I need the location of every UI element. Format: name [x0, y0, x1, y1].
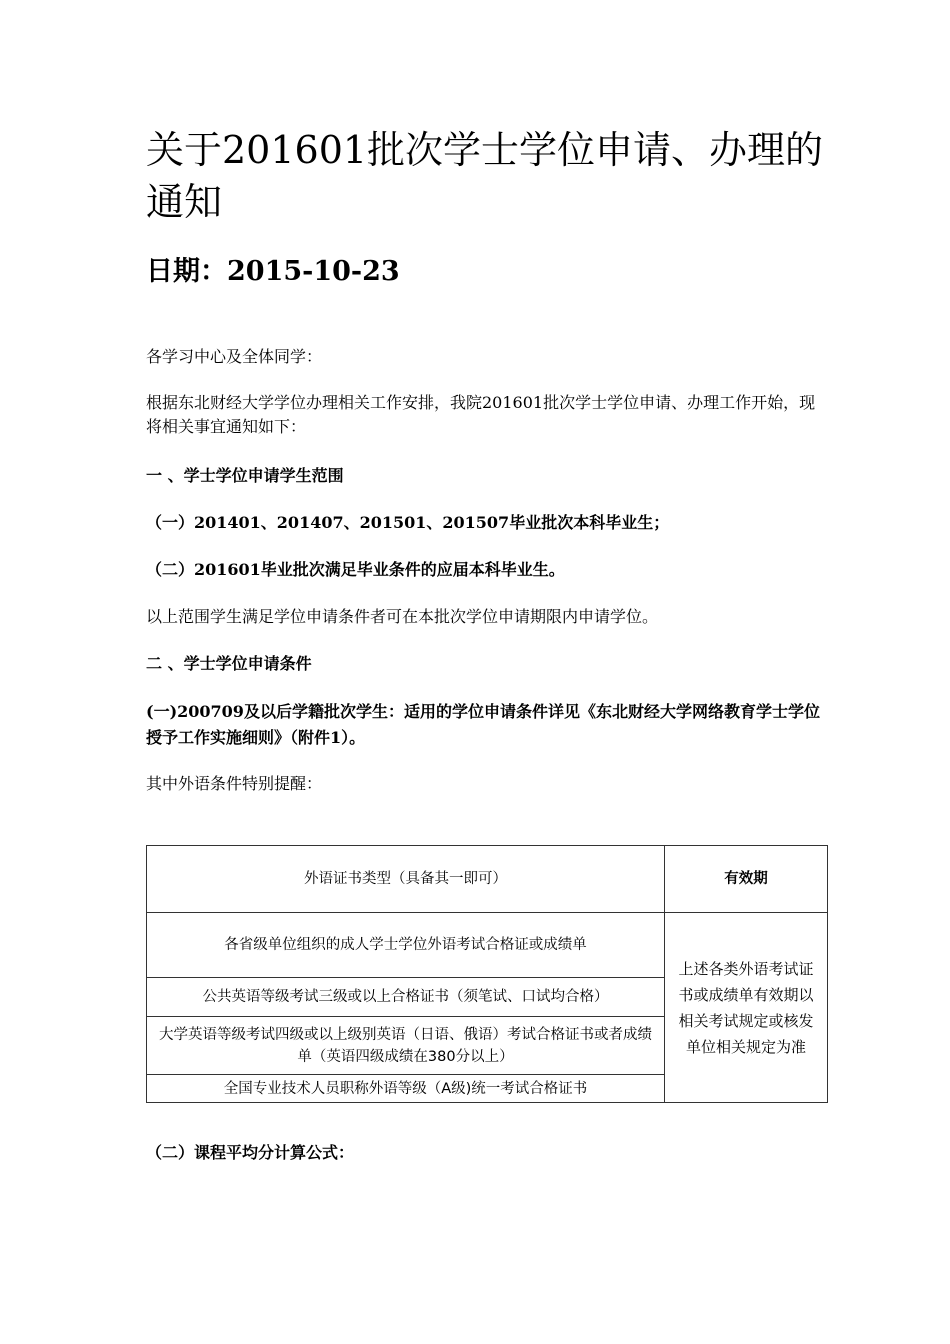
header-certificate-type: 外语证书类型（具备其一即可） [147, 846, 665, 913]
header-validity: 有效期 [665, 846, 828, 913]
notice-title: 关于201601批次学士学位申请、办理的通知 [146, 128, 824, 224]
section1-heading: 一 、学士学位申请学生范围 [146, 466, 344, 485]
section1-item2: （二）201601毕业批次满足毕业条件的应届本科毕业生。 [146, 560, 565, 579]
certificate-cell: 公共英语等级考试三级或以上合格证书（须笔试、口试均合格） [147, 978, 665, 1017]
section2-item1: (一)200709及以后学籍批次学生：适用的学位申请条件详见《东北财经大学网络教育学士学位授予工作实施细则》（附件1）。 [146, 702, 820, 747]
section2-item2: （二）课程平均分计算公式： [146, 1143, 355, 1162]
table-header-row [147, 846, 828, 913]
validity-cell: 上述各类外语考试证书或成绩单有效期以相关考试规定或核发单位相关规定为准 [665, 913, 828, 1103]
greeting: 各学习中心及全体同学： [146, 347, 323, 366]
certificate-cell: 各省级单位组织的成人学士学位外语考试合格证或成绩单 [147, 913, 665, 978]
table-row [147, 913, 828, 978]
section1-note: 以上范围学生满足学位申请条件者可在本批次学位申请期限内申请学位。 [146, 607, 659, 626]
certificate-cell: 全国专业技术人员职称外语等级（A级)统一考试合格证书 [147, 1075, 665, 1103]
intro-paragraph: 根据东北财经大学学位办理相关工作安排，我院201601批次学士学位申请、办理工作开始，现将相关事宜通知如下： [146, 393, 816, 436]
notice-date: 日期：2015-10-23 [146, 256, 400, 287]
section1-item1: （一）201401、201407、201501、201507毕业批次本科毕业生； [146, 513, 670, 532]
language-reminder: 其中外语条件特别提醒： [146, 774, 323, 793]
certificate-cell: 大学英语等级考试四级或以上级别英语（日语、俄语）考试合格证书或者成绩单（英语四级成绩在380分以上） [147, 1017, 665, 1075]
section2-heading: 二 、学士学位申请条件 [146, 654, 312, 673]
language-certificate-table [146, 845, 828, 1103]
